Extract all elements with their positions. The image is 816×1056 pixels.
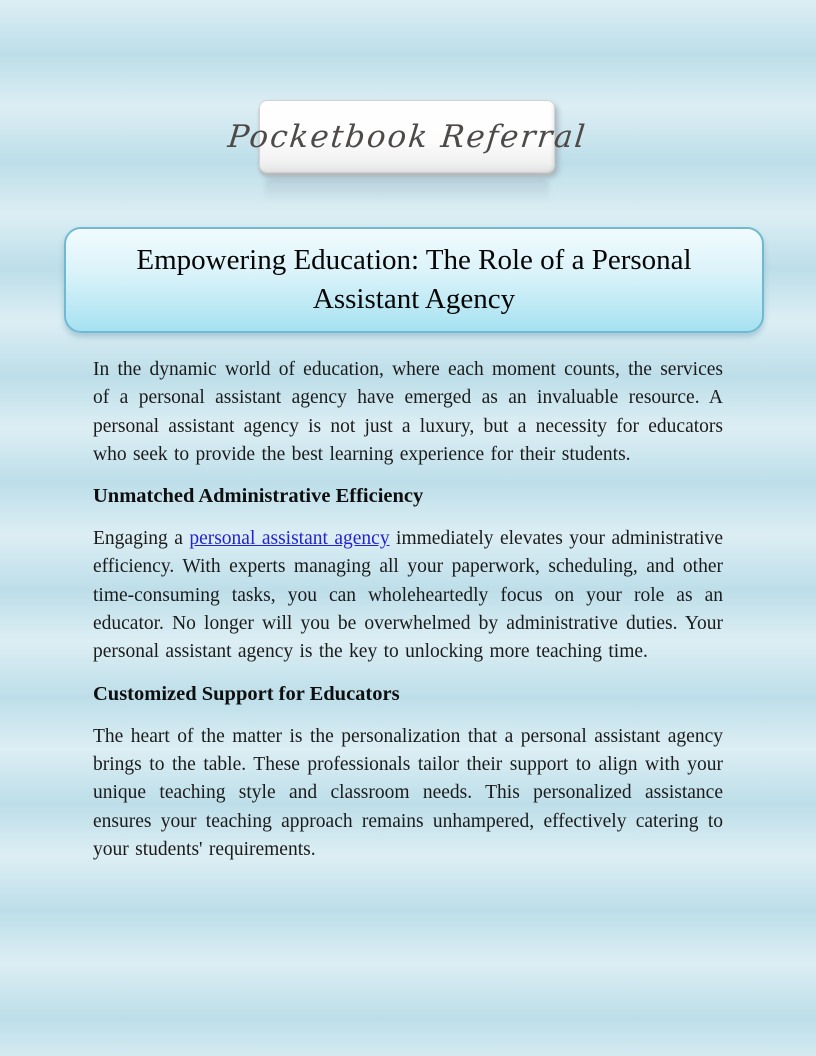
section1-text-before-link: Engaging a <box>93 528 190 550</box>
logo <box>225 100 589 173</box>
title-banner <box>64 227 764 333</box>
section1-text-after-link: immediately elevates your administrative efficiency. With experts managing all your paperwork, scheduling, and other time-consuming tasks, you can wholeheartedly focus on your role as an educator. No longer will you be overwhelmed by administrative duties. Your personal assistant agency is the key to unlocking more teaching time. <box>93 528 723 663</box>
intro-paragraph: In the dynamic world of education, where each moment counts, the services of a personal assistant agency have emerged as an invaluable resource. A personal assistant agency is not just a luxury, but a necessity for educators who seek to provide the best learning experience for their students. <box>93 359 723 465</box>
page-title: Empowering Education: The Role of a Personal Assistant Agency <box>136 244 692 315</box>
article-content <box>93 356 723 877</box>
section1-paragraph <box>93 525 723 666</box>
section-heading-administrative-efficiency: Unmatched Administrative Efficiency <box>93 485 424 508</box>
section2-paragraph: The heart of the matter is the personalization that a personal assistant agency brings to the table. These professionals tailor their support to align with your unique teaching style and classroom needs. This personalized assistance ensures your teaching approach remains unhampered, effectively catering to your students' requirements. <box>93 725 723 860</box>
personal-assistant-agency-link[interactable]: personal assistant agency <box>189 528 390 550</box>
logo-box <box>225 100 589 173</box>
logo-reflection <box>265 178 549 202</box>
section-heading-customized-support: Customized Support for Educators <box>93 682 400 705</box>
logo-text: Pocketbook Referral <box>225 118 589 155</box>
